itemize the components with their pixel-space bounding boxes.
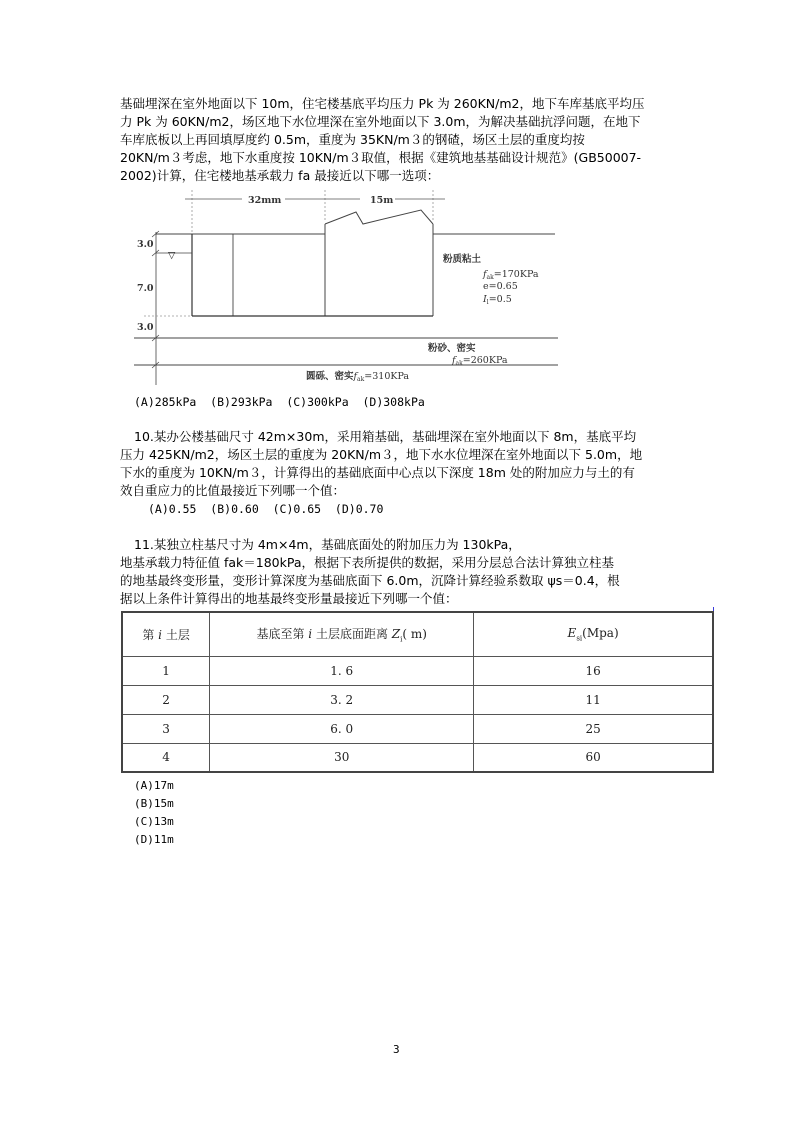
cell-layer: 2 <box>122 685 210 714</box>
q11-line: 地基承载力特征值 fak＝180kPa，根据下表所提供的数据，采用分层总合法计算独立柱基 <box>120 555 615 570</box>
table-header-row <box>122 612 713 656</box>
q11-choice-a: (A)17m <box>134 779 174 792</box>
cell-layer: 4 <box>122 743 210 772</box>
table-row <box>122 714 713 743</box>
q9-line: 20KN/m３考虑，地下水重度按 10KN/m３取值，根据《建筑地基基础设计规范》(GB50007- <box>120 150 642 165</box>
q10-line: 10.某办公楼基础尺寸 42m×30m，采用箱基础，基础埋深在室外地面以下 8m，基底平均 <box>134 429 637 444</box>
cell-distance: 1. 6 <box>210 656 474 685</box>
header-layer: 第 i 土层 <box>122 612 210 656</box>
cell-distance: 30 <box>210 743 474 772</box>
depth-label-3: 3.0 <box>137 322 154 333</box>
q9-line: 力 Pk 为 60KN/m2，场区地下水位埋深在室外地面以下 3.0m，为解决基础抗浮问题，在地下 <box>120 114 641 129</box>
header-distance: 基底至第 i 土层底面距离 $Z_i$( m) <box>210 612 474 656</box>
q10-options: (A)0.55 (B)0.60 (C)0.65 (D)0.70 <box>148 502 384 516</box>
table-row <box>122 685 713 714</box>
cell-modulus: 11 <box>474 685 713 714</box>
q9-text <box>120 95 680 185</box>
q11-text <box>120 536 710 608</box>
layer3-name: 圆砾、密实 <box>306 371 354 382</box>
q11-choice-d: (D)11m <box>134 833 174 846</box>
svg-text:fak=170KPa: $f_{ak}=170KPa$ <box>483 269 539 281</box>
svg-text:圆砾、密实fak=310KPa: 圆砾、密实$f_{ak}=310KPa$ <box>306 371 410 383</box>
q10-text <box>120 428 680 500</box>
svg-text:fak=260KPa: $f_{ak}=260KPa$ <box>452 355 508 367</box>
cell-layer: 3 <box>122 714 210 743</box>
cell-layer: 1 <box>122 656 210 685</box>
q9-line: 车库底板以上再回填厚度约 0.5m，重度为 35KN/m３的钢碴，场区土层的重度均按 <box>120 132 585 147</box>
layer1-name: 粉质粘土 <box>443 254 482 265</box>
q9-line: 2002)计算，住宅楼地基承载力 fa 最接近以下哪一选项： <box>120 168 440 183</box>
depth-label-1: 3.0 <box>137 239 154 250</box>
cell-modulus: 25 <box>474 714 713 743</box>
q9-options: (A)285kPa (B)293kPa (C)300kPa (D)308kPa <box>134 395 425 409</box>
q10-line: 压力 425KN/m2，场区土层的重度为 20KN/m３，地下水水位埋深在室外地面以下 5.0m，地 <box>120 447 643 462</box>
q11-choice-b: (B)15m <box>134 797 174 810</box>
header-modulus: $E_{si}(Mpa)$ <box>474 612 713 656</box>
cell-distance: 6. 0 <box>210 714 474 743</box>
q10-line: 下水的重度为 10KN/m３，计算得出的基础底面中心点以下深度 18m 处的附加应力与土的有 <box>120 465 635 480</box>
cell-modulus: 16 <box>474 656 713 685</box>
table-row <box>122 656 713 685</box>
page-number: 3 <box>393 1043 400 1056</box>
soil-layer-table <box>121 611 714 773</box>
layer1-il: =0.5 <box>488 294 512 305</box>
table-row <box>122 743 713 772</box>
svg-text:Il=0.5: $I_l=0.5$ <box>483 294 512 306</box>
q11-choice-c: (C)13m <box>134 815 174 828</box>
foundation-section-diagram <box>130 185 570 385</box>
q10-line: 效自重应力的比值最接近下列哪一个值： <box>120 483 346 498</box>
cell-distance: 3. 2 <box>210 685 474 714</box>
layer3-fak: =310KPa <box>364 371 410 382</box>
dim-right-label: 15m <box>370 195 394 206</box>
layer2-name: 粉砂、密实 <box>428 343 476 354</box>
layer1-e: e=0.65 <box>483 281 518 292</box>
q11-line: 11.某独立柱基尺寸为 4m×4m，基础底面处的附加压力为 130kPa， <box>134 537 521 552</box>
q11-line: 的地基最终变形量，变形计算深度为基础底面下 6.0m，沉降计算经验系数取 ψs＝0.4，根 <box>120 573 620 588</box>
q9-line: 基础埋深在室外地面以下 10m，住宅楼基底平均压力 Pk 为 260KN/m2，地下车库基底平均压 <box>120 96 645 111</box>
layer2-fak: =260KPa <box>462 355 508 366</box>
q11-line: 据以上条件计算得出的地基最终变形量最接近下列哪一个值： <box>120 591 458 606</box>
svg-text:▽: ▽ <box>168 250 176 261</box>
depth-label-2: 7.0 <box>137 283 154 294</box>
dim-left-label: 32mm <box>248 195 282 206</box>
layer1-fak: =170KPa <box>493 269 539 280</box>
cell-modulus: 60 <box>474 743 713 772</box>
